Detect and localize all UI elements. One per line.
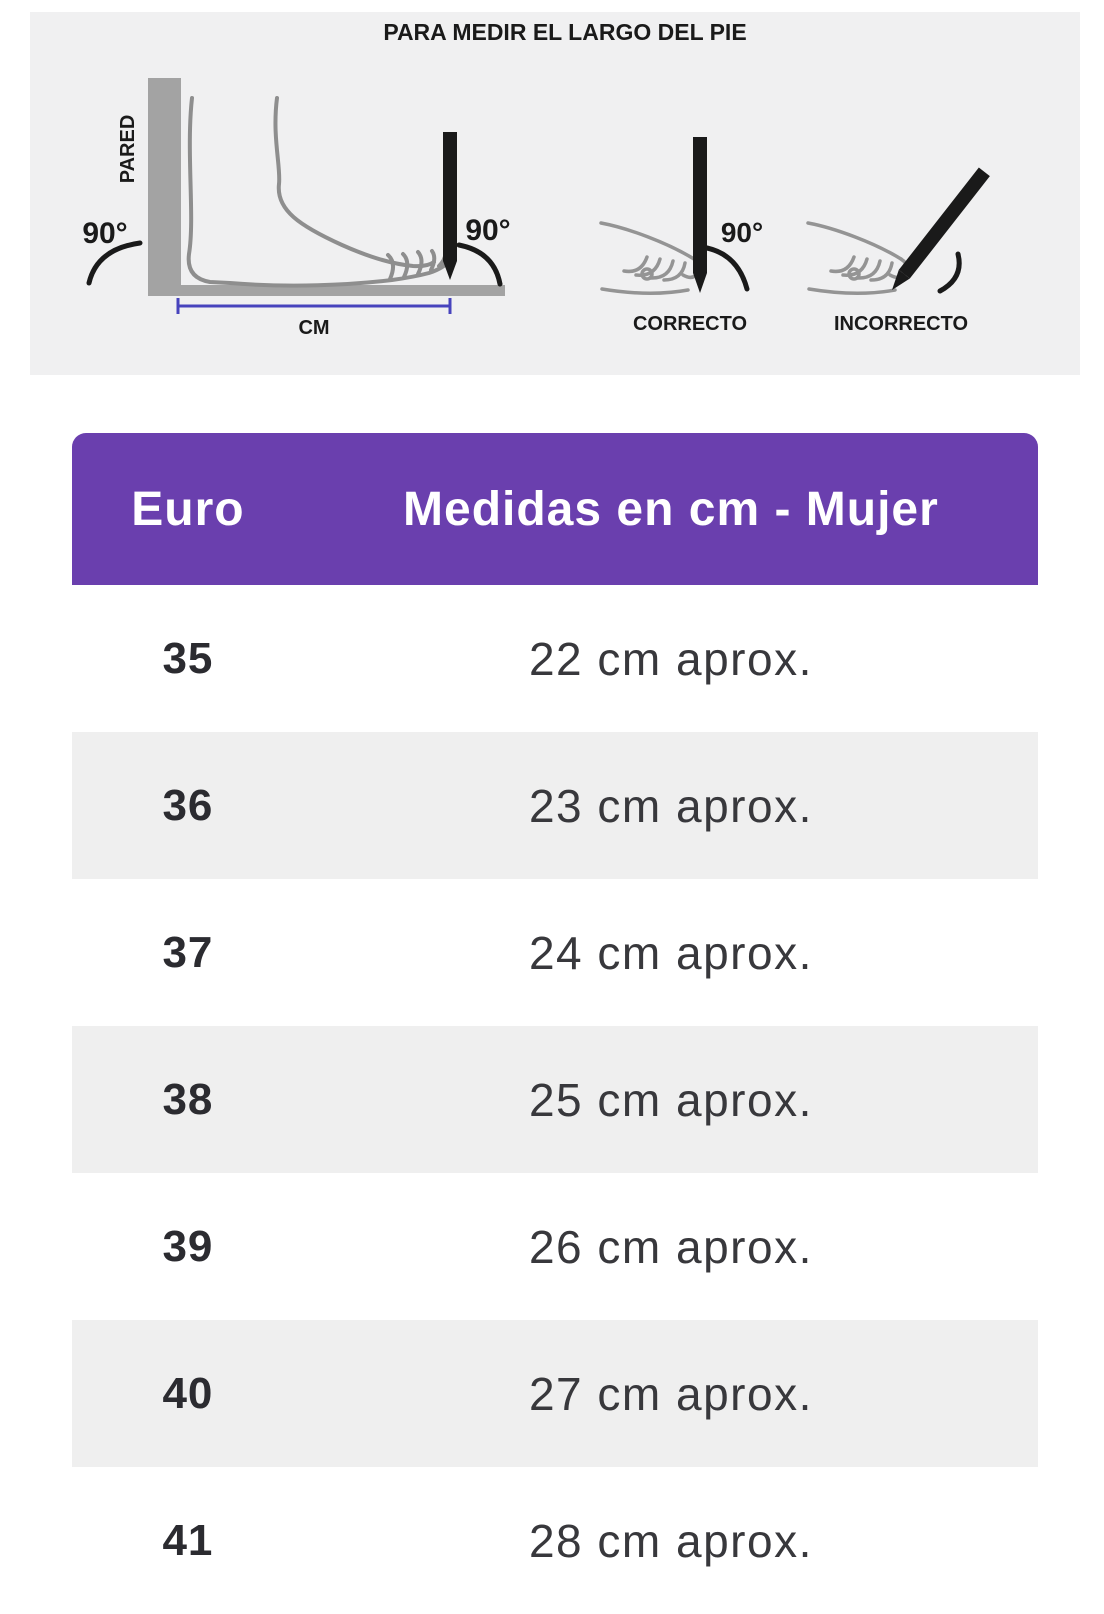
table-row <box>72 879 1038 1026</box>
measure-diagram <box>30 12 1080 375</box>
size-cell: 37 <box>162 927 214 977</box>
table-header <box>72 433 1038 585</box>
angle-arc <box>459 245 500 284</box>
angle-arc <box>940 254 959 291</box>
length-cell: 22 cm aprox. <box>528 632 813 685</box>
angle-label-correct: 90° <box>720 217 764 248</box>
size-cell: 38 <box>162 1074 214 1124</box>
hand-icon <box>808 223 907 293</box>
panel-title: PARA MEDIR EL LARGO DEL PIE <box>383 19 747 45</box>
length-cell: 23 cm aprox. <box>528 779 813 832</box>
table-row <box>72 732 1038 879</box>
length-cell: 24 cm aprox. <box>528 926 813 979</box>
table-row <box>72 1026 1038 1173</box>
hand-icon <box>601 223 700 293</box>
header-col-euro: Euro <box>131 482 245 536</box>
table-body <box>72 585 1038 1614</box>
wall <box>148 78 181 285</box>
incorrect-label: INCORRECTO <box>833 313 969 335</box>
size-cell: 36 <box>162 780 214 830</box>
length-cell: 28 cm aprox. <box>528 1514 813 1567</box>
cm-label: CM <box>298 317 330 339</box>
table-row <box>72 1173 1038 1320</box>
pencil-icon <box>693 137 707 293</box>
measure-instructions-panel <box>30 12 1080 375</box>
measure-line <box>178 298 450 314</box>
foot-outline <box>189 98 450 286</box>
table-row <box>72 1467 1038 1614</box>
header-col-medidas: Medidas en cm - Mujer <box>403 482 939 536</box>
size-table <box>72 433 1038 1614</box>
angle-label-toe: 90° <box>465 214 511 247</box>
table-row <box>72 585 1038 732</box>
table-row <box>72 1320 1038 1467</box>
size-cell: 41 <box>162 1515 214 1565</box>
correct-label: CORRECTO <box>632 313 748 335</box>
length-cell: 26 cm aprox. <box>528 1220 813 1273</box>
pencil-icon <box>443 132 457 280</box>
length-cell: 27 cm aprox. <box>528 1367 813 1420</box>
size-cell: 40 <box>162 1368 214 1418</box>
pencil-tilted-icon <box>886 167 989 294</box>
angle-label-wall: 90° <box>82 217 128 250</box>
angle-arc <box>707 248 747 289</box>
length-cell: 25 cm aprox. <box>528 1073 813 1126</box>
wall-label: PARED <box>117 114 139 184</box>
size-cell: 39 <box>162 1221 214 1271</box>
size-cell: 35 <box>162 633 214 683</box>
